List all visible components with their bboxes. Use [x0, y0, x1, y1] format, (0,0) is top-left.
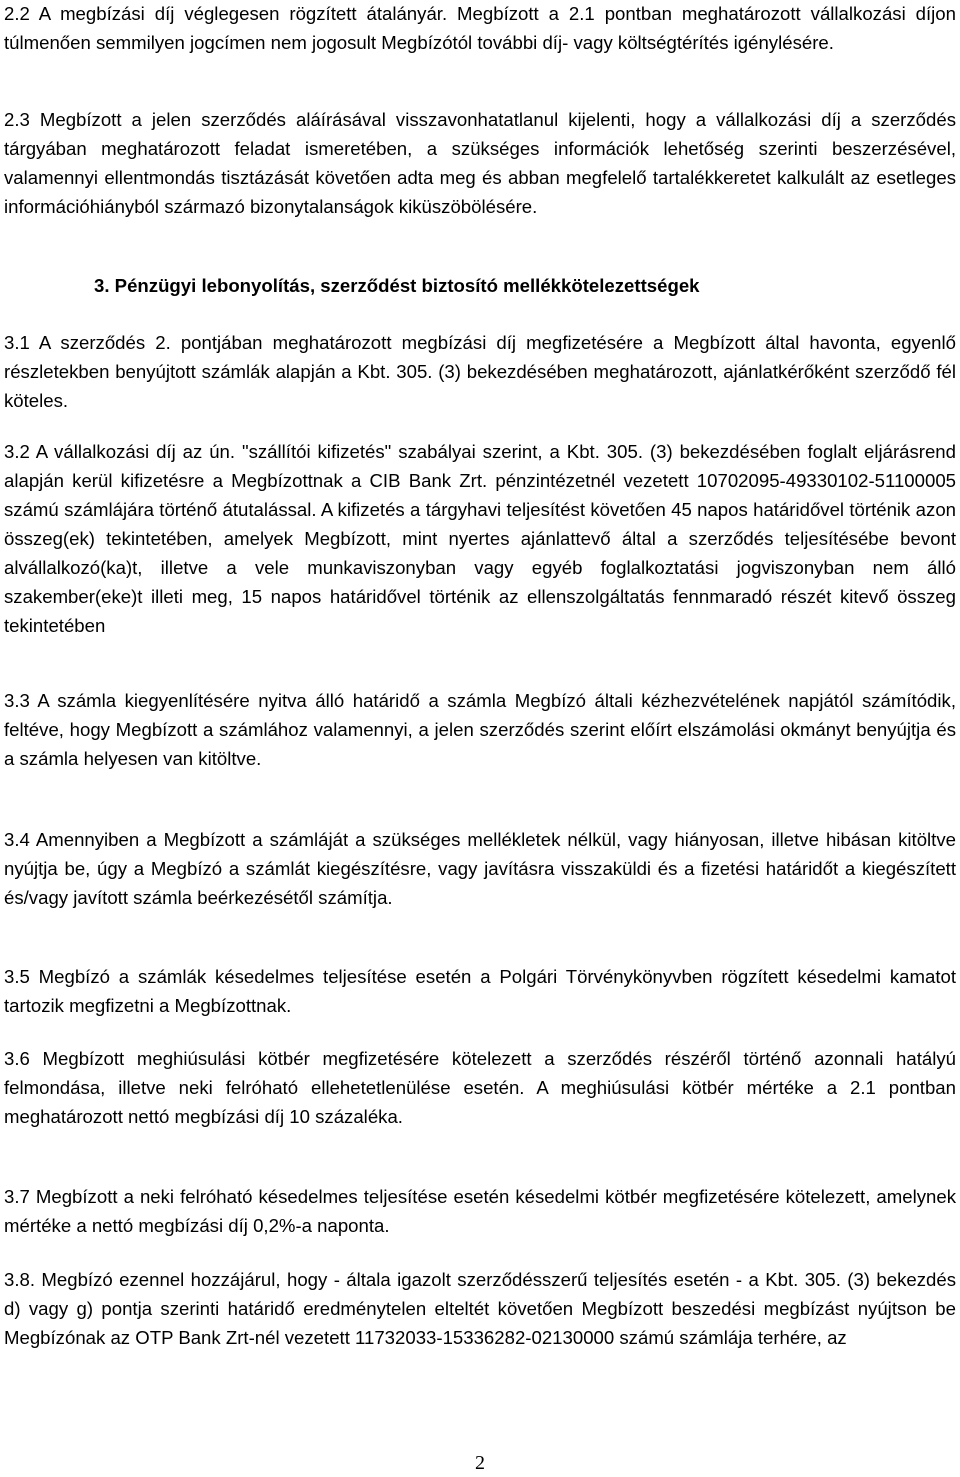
page-number: 2: [475, 1452, 485, 1474]
paragraph-2-3: 2.3 Megbízott a jelen szerződés aláírásával visszavonhatatlanul kijelenti, hogy a vállalkozási díj a szerződés tárgyában meghatározott feladat ismeretében, a szükséges információk lehetőség szerinti beszerzésével, valamennyi ellentmondás tisztázását követően adta meg és abban megfelelő tartalékkeretet kalkulált az esetleges információhiányból származó bizonytalanságok kiküszöbölésére.: [4, 109, 956, 217]
paragraph-3-5: 3.5 Megbízó a számlák késedelmes teljesítése esetén a Polgári Törvénykönyvben rögzített késedelmi kamatot tartozik megfizetni a Megbízottnak.: [4, 966, 956, 1016]
paragraph-2-2: 2.2 A megbízási díj véglegesen rögzített átalányár. Megbízott a 2.1 pontban meghatározott vállalkozási díjon túlmenően semmilyen jogcímen nem jogosult Megbízótól további díj- vagy költségtérítés igénylésére.: [4, 3, 956, 53]
paragraph-3-6: 3.6 Megbízott meghiúsulási kötbér megfizetésére kötelezett a szerződés részéről történő azonnali hatályú felmondása, illetve neki felróható ellehetetlenülése esetén. A meghiúsulási kötbér mértéke a 2.1 pontban meghatározott nettó megbízási díj 10 százaléka.: [4, 1048, 956, 1127]
paragraph-3-1: 3.1 A szerződés 2. pontjában meghatározott megbízási díj megfizetésére a Megbízott által havonta, egyenlő részletekben benyújtott számlák alapján a Kbt. 305. (3) bekezdésében meghatározott, ajánlatkérőként szerződő fél köteles.: [4, 332, 956, 411]
paragraph-3-7: 3.7 Megbízott a neki felróható késedelmes teljesítése esetén késedelmi kötbér megfizetésére kötelezett, amelynek mértéke a nettó megbízási díj 0,2%-a naponta.: [4, 1186, 956, 1236]
paragraph-3-8: 3.8. Megbízó ezennel hozzájárul, hogy - általa igazolt szerződésszerű teljesítés esetén - a Kbt. 305. (3) bekezdés d) vagy g) pontja szerinti határidő eredménytelen elteltét követően Megbízott beszedési megbízást nyújtson be Megbízónak az OTP Bank Zrt-nél vezetett 11732033-15336282-02130000 számú számlája terhére, az: [4, 1269, 956, 1348]
section-heading: 3. Pénzügyi lebonyolítás, szerződést biztosító mellékkötelezettségek: [94, 275, 700, 296]
paragraph-3-2: 3.2 A vállalkozási díj az ún. "szállítói kifizetés" szabályai szerint, a Kbt. 305. (3) bekezdésében foglalt eljárásrend alapján kerül kifizetésre a Megbízottnak a CIB Bank Zrt. pénzintézetnél vezetett 10702095-49330102-51100005 számú számlájára történő átutalással. A kifizetés a tárgyhavi teljesítést követően 45 napos határidővel történik azon összeg(ek) tekintetében, amelyek Megbízott, mint nyertes ajánlattevő által a szerződés teljesítésébe bevont alvállalkozó(ka)t, illetve a vele munkaviszonyban vagy egyéb foglalkoztatási jogviszonyban nem álló szakember(eke)t illeti meg, 15 napos határidővel történik az ellenszolgáltatás fennmaradó részét kitevő összeg tekintetében: [4, 441, 956, 636]
paragraph-3-4: 3.4 Amennyiben a Megbízott a számláját a szükséges mellékletek nélkül, vagy hiányosan, illetve hibásan kitöltve nyújtja be, úgy a Megbízó a számlát kiegészítésre, vagy javításra visszaküldi és a fizetési határidőt a kiegészített és/vagy javított számla beérkezésétől számítja.: [4, 829, 956, 908]
paragraph-3-3: 3.3 A számla kiegyenlítésére nyitva álló határidő a számla Megbízó általi kézhezvételének napjától számítódik, feltéve, hogy Megbízott a számlához valamennyi, a jelen szerződés szerint előírt elszámolási okmányt benyújtja és a számla helyesen van kitöltve.: [4, 690, 956, 769]
